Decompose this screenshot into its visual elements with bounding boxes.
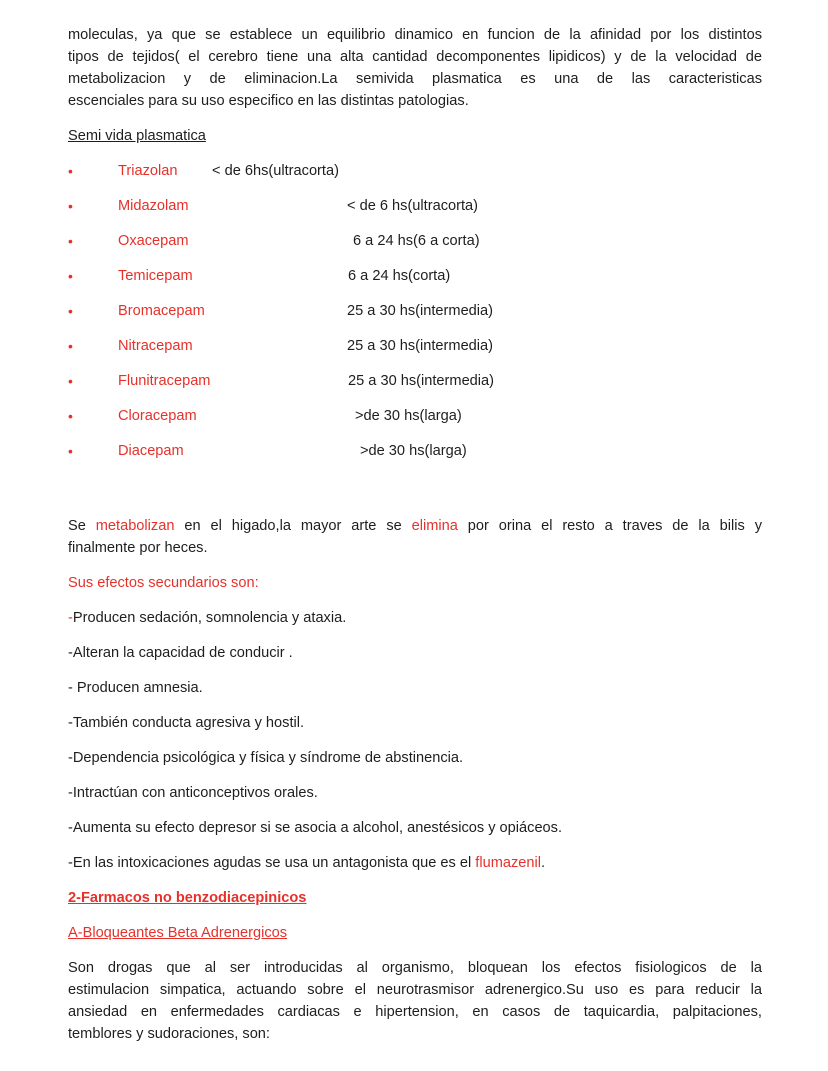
subsection-heading: A-Bloqueantes Beta Adrenergicos bbox=[68, 925, 288, 941]
drug-list-item bbox=[68, 300, 762, 322]
intro-line: metabolizacion y de eliminacion.La semivida plasmatica es una de las caracteristicas bbox=[68, 71, 762, 87]
closing-paragraph bbox=[68, 957, 762, 1045]
metabolism-line bbox=[68, 515, 762, 537]
effect-text: -Intractúan con anticonceptivos orales. bbox=[68, 785, 318, 801]
drug-list bbox=[68, 160, 762, 462]
side-effect-item bbox=[68, 642, 762, 664]
bullet-icon: • bbox=[68, 443, 73, 459]
bullet-icon: • bbox=[68, 303, 73, 319]
text-segment: por orina el resto a traves de la bilis y bbox=[457, 518, 762, 534]
side-effects-list bbox=[68, 607, 762, 874]
effect-text: -Alteran la capacidad de conducir . bbox=[68, 645, 293, 661]
drug-list-item bbox=[68, 265, 762, 287]
bullet-icon: • bbox=[68, 408, 73, 424]
drug-name: Diacepam bbox=[118, 443, 184, 459]
drug-name: Triazolan bbox=[118, 163, 178, 179]
bullet-icon: • bbox=[68, 163, 73, 179]
effect-text: -Aumenta su efecto depresor si se asocia a alcohol, anestésicos y opiáceos. bbox=[68, 820, 563, 836]
drug-duration: 25 a 30 hs(intermedia) bbox=[347, 338, 494, 354]
effect-text: - Producen amnesia. bbox=[68, 680, 203, 696]
side-effect-item bbox=[68, 607, 762, 629]
section2-heading: 2-Farmacos no benzodiacepinicos bbox=[68, 890, 307, 906]
drug-name: Flunitracepam bbox=[118, 373, 211, 389]
red-word-metabolizan: metabolizan bbox=[95, 518, 175, 534]
drug-duration: 25 a 30 hs(intermedia) bbox=[348, 373, 495, 389]
red-word-flumazenil: flumazenil bbox=[475, 855, 541, 871]
bullet-icon: • bbox=[68, 268, 73, 284]
drug-list-item bbox=[68, 335, 762, 357]
effect-text: . bbox=[540, 855, 546, 871]
drug-list-item bbox=[68, 230, 762, 252]
side-effect-item bbox=[68, 817, 762, 839]
bullet-icon: • bbox=[68, 233, 73, 249]
drug-name: Nitracepam bbox=[118, 338, 193, 354]
effect-text: -En las intoxicaciones agudas se usa un antagonista que es el bbox=[68, 855, 476, 871]
bullet-icon: • bbox=[68, 338, 73, 354]
drug-list-item bbox=[68, 370, 762, 392]
closing-line: Son drogas que al ser introducidas al organismo, bloquean los efectos fisiologicos de la bbox=[68, 960, 762, 976]
drug-list-item bbox=[68, 160, 762, 182]
drug-list-item bbox=[68, 405, 762, 427]
drug-duration: < de 6 hs(ultracorta) bbox=[347, 198, 479, 214]
side-effect-item bbox=[68, 747, 762, 769]
closing-line: temblores y sudoraciones, son: bbox=[68, 1026, 270, 1042]
intro-line: moleculas, ya que se establece un equilibrio dinamico en funcion de la afinidad por los distintos bbox=[68, 27, 762, 43]
drug-duration: >de 30 hs(larga) bbox=[360, 443, 467, 459]
metabolism-paragraph bbox=[68, 515, 762, 559]
side-effect-item bbox=[68, 712, 762, 734]
bullet-icon: • bbox=[68, 373, 73, 389]
semivida-heading: Semi vida plasmatica bbox=[68, 128, 206, 144]
drug-duration: 6 a 24 hs(corta) bbox=[348, 268, 451, 284]
drug-name: Midazolam bbox=[118, 198, 189, 214]
metabolism-line: finalmente por heces. bbox=[68, 540, 208, 556]
red-word-elimina: elimina bbox=[411, 518, 458, 534]
side-effects-heading: Sus efectos secundarios son: bbox=[68, 575, 259, 591]
text-segment: en el higado,la mayor arte se bbox=[174, 518, 412, 534]
drug-name: Bromacepam bbox=[118, 303, 205, 319]
drug-list-item bbox=[68, 440, 762, 462]
closing-line: ansiedad en enfermedades cardiacas e hipertension, en casos de taquicardia, palpitaciones, bbox=[68, 1004, 762, 1020]
side-effect-item bbox=[68, 782, 762, 804]
intro-line: escenciales para su uso especifico en las distintas patologias. bbox=[68, 93, 469, 109]
red-dash: - bbox=[68, 610, 73, 626]
bullet-icon: • bbox=[68, 198, 73, 214]
effect-text: Producen sedación, somnolencia y ataxia. bbox=[72, 610, 347, 626]
drug-duration: 6 a 24 hs(6 a corta) bbox=[353, 233, 480, 249]
drug-name: Cloracepam bbox=[118, 408, 197, 424]
effect-text: -Dependencia psicológica y física y síndrome de abstinencia. bbox=[68, 750, 464, 766]
blank-paragraph-spacer bbox=[68, 475, 762, 515]
intro-line: tipos de tejidos( el cerebro tiene una alta cantidad decomponentes lipidicos) y de la velocidad de bbox=[68, 49, 762, 65]
drug-duration: >de 30 hs(larga) bbox=[355, 408, 462, 424]
drug-name: Temicepam bbox=[118, 268, 193, 284]
side-effect-item bbox=[68, 852, 762, 874]
drug-duration: 25 a 30 hs(intermedia) bbox=[347, 303, 494, 319]
drug-name: Oxacepam bbox=[118, 233, 189, 249]
intro-paragraph bbox=[68, 24, 762, 112]
text-segment: Se bbox=[68, 518, 96, 534]
effect-text: -También conducta agresiva y hostil. bbox=[68, 715, 305, 731]
drug-list-item bbox=[68, 195, 762, 217]
closing-line: estimulacion simpatica, actuando sobre el neurotrasmisor adrenergico.Su uso es para reducir la bbox=[68, 982, 762, 998]
drug-duration: < de 6hs(ultracorta) bbox=[212, 163, 339, 179]
side-effect-item bbox=[68, 677, 762, 699]
